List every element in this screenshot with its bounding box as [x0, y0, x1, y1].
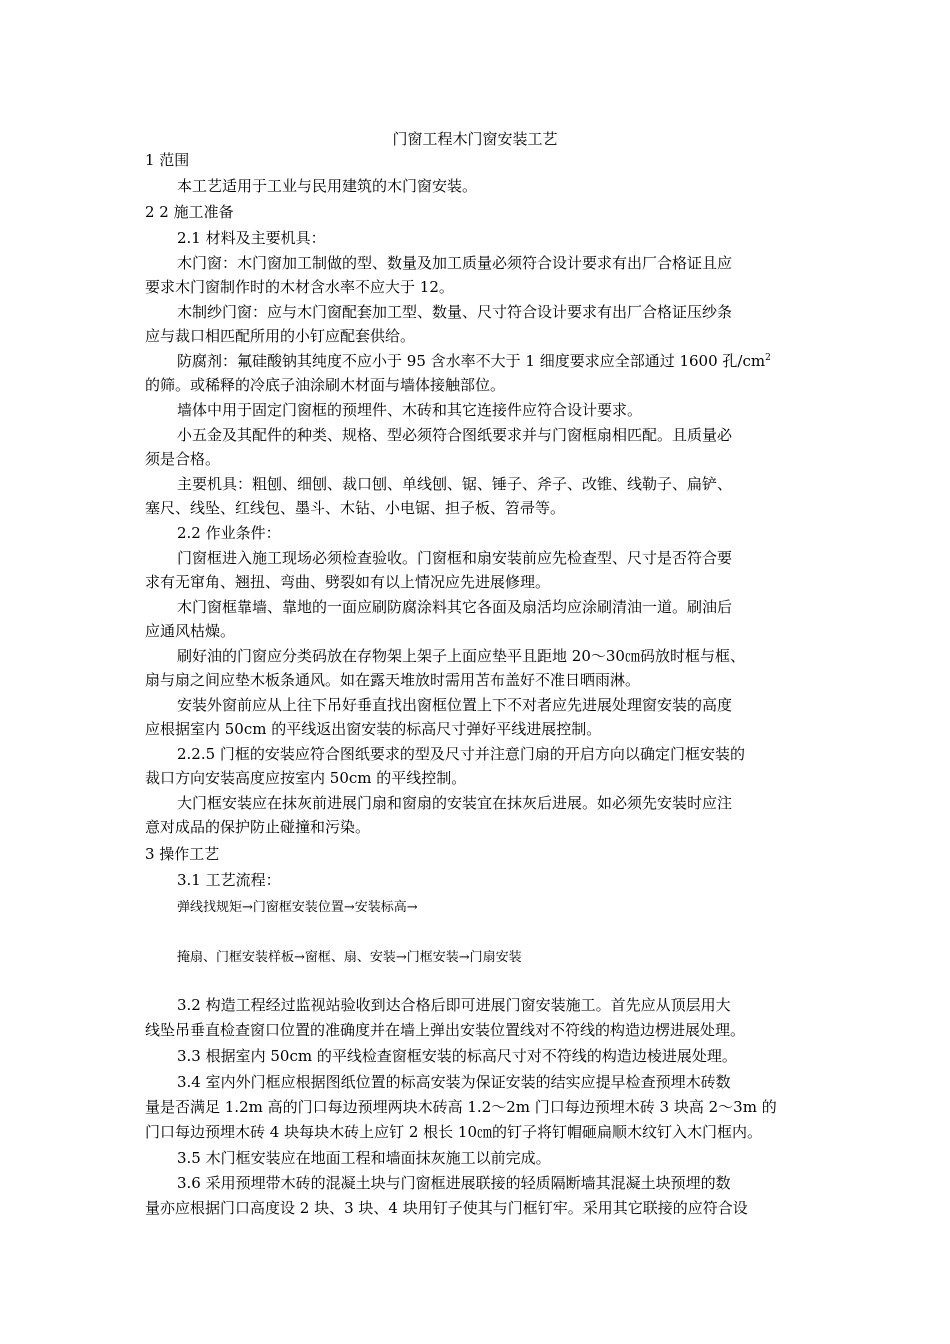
paragraph-line: 须是合格。 — [145, 450, 221, 468]
section-2-2-heading: 2.2 作业条件： — [177, 524, 281, 542]
paragraph-line: 量亦应根据门口高度设 2 块、3 块、4 块用钉子使其与门框钉牢。采用其它联接的应符合设 — [145, 1199, 748, 1217]
paragraph: 本工艺适用于工业与民用建筑的木门窗安装。 — [177, 177, 478, 195]
superscript: 2 — [765, 353, 771, 363]
paragraph-line: 线坠吊垂直检查窗口位置的准确度并在墙上弹出安装位置线对不符线的构造边楞进展处理。 — [145, 1021, 746, 1039]
paragraph-line: 裁口方向安装高度应按室内 50cm 的平线控制。 — [145, 769, 467, 787]
paragraph-line: 求有无窜角、翘扭、弯曲、劈裂如有以上情况应先进展修理。 — [145, 573, 551, 591]
paragraph-line: 的筛。或稀释的冷底子油涂刷木材面与墙体接触部位。 — [145, 376, 506, 394]
section-2-heading: 2 2 施工准备 — [145, 203, 234, 221]
section-3-1-heading: 3.1 工艺流程： — [177, 871, 281, 889]
flow-line: 弹线找规矩→门窗框安装位置→安装标高→ — [177, 900, 418, 915]
preservative-text: 防腐剂：氟硅酸钠其纯度不应小于 95 含水率不大于 1 细度要求应全部通过 1600 孔/cm — [177, 352, 766, 370]
paragraph-line: 3.2 构造工程经过监视站验收到达合格后即可进展门窗安装施工。首先应从顶层用大 — [177, 996, 731, 1014]
paragraph-line: 应与裁口相匹配所用的小钉应配套供给。 — [145, 327, 416, 345]
paragraph-line: 大门框安装应在抹灰前进展门扇和窗扇的安装宜在抹灰后进展。如必须先安装时应注 — [177, 794, 733, 812]
flow-line: 掩扇、门框安装样板→窗框、扇、安装→门框安装→门扇安装 — [177, 950, 522, 965]
section-1-heading: 1 范围 — [145, 151, 190, 169]
paragraph-line: 墙体中用于固定门窗框的预埋件、木砖和其它连接件应符合设计要求。 — [177, 401, 643, 419]
paragraph-line: 量是否满足 1.2m 高的门口每边预埋两块木砖高 1.2～2m 门口每边预埋木砖 3 块高 2～3m 的 — [145, 1098, 777, 1116]
paragraph-line: 应通风枯燥。 — [145, 622, 236, 640]
paragraph-line: 主要机具：粗刨、细刨、裁口刨、单线刨、锯、锤子、斧子、改锥、线勒子、扁铲、 — [177, 475, 733, 493]
paragraph-line: 塞尺、线坠、红线包、墨斗、木钻、小电锯、担子板、笤帚等。 — [145, 499, 566, 517]
paragraph-line: 门口每边预埋木砖 4 块每块木砖上应钉 2 根长 10㎝的钉子将钉帽砸扁顺木纹钉入木门框内。 — [145, 1123, 763, 1141]
section-2-1-heading: 2.1 材料及主要机具： — [177, 229, 326, 247]
paragraph-line: 要求木门窗制作时的木材含水率不应大于 12。 — [145, 278, 454, 296]
paragraph-line: 应根据室内 50cm 的平线返出窗安装的标高尺寸弹好平线进展控制。 — [145, 720, 602, 738]
paragraph-line — [177, 351, 771, 371]
section-3-heading: 3 操作工艺 — [145, 845, 220, 863]
paragraph-line: 意对成品的保护防止碰撞和污染。 — [145, 818, 371, 836]
paragraph-line: 2.2.5 门框的安装应符合图纸要求的型及尺寸并注意门扇的开启方向以确定门框安装的 — [177, 745, 745, 763]
paragraph-line: 3.6 采用预埋带木砖的混凝土块与门窗框进展联接的轻质隔断墙其混凝土块预埋的数 — [177, 1174, 731, 1192]
paragraph-line: 木门窗：木门窗加工制做的型、数量及加工质量必须符合设计要求有出厂合格证且应 — [177, 254, 733, 272]
paragraph-line: 木门窗框靠墙、靠地的一面应刷防腐涂料其它各面及扇活均应涂刷清油一道。刷油后 — [177, 598, 733, 616]
paragraph-line: 木制纱门窗：应与木门窗配套加工型、数量、尺寸符合设计要求有出厂合格证压纱条 — [177, 303, 733, 321]
page-title: 门窗工程木门窗安装工艺 — [392, 130, 558, 148]
paragraph-line: 小五金及其配件的种类、规格、型必须符合图纸要求并与门窗框扇相匹配。且质量必 — [177, 426, 733, 444]
paragraph-line: 3.3 根据室内 50cm 的平线检查窗框安装的标高尺寸对不符线的构造边棱进展处理。 — [177, 1047, 737, 1065]
paragraph-line: 3.4 室内外门框应根据图纸位置的标高安装为保证安装的结实应提早检查预埋木砖数 — [177, 1073, 731, 1091]
paragraph-line: 3.5 木门框安装应在地面工程和墙面抹灰施工以前完成。 — [177, 1149, 551, 1167]
paragraph-line: 门窗框进入施工现场必须检查验收。门窗框和扇安装前应先检查型、尺寸是否符合要 — [177, 549, 733, 567]
paragraph-line: 安装外窗前应从上往下吊好垂直找出窗框位置上下不对者应先进展处理窗安装的高度 — [177, 696, 733, 714]
paragraph-line: 刷好油的门窗应分类码放在存物架上架子上面应垫平且距地 20～30㎝码放时框与框、 — [177, 647, 745, 665]
paragraph-line: 扇与扇之间应垫木板条通风。如在露天堆放时需用苫布盖好不准日晒雨淋。 — [145, 671, 641, 689]
